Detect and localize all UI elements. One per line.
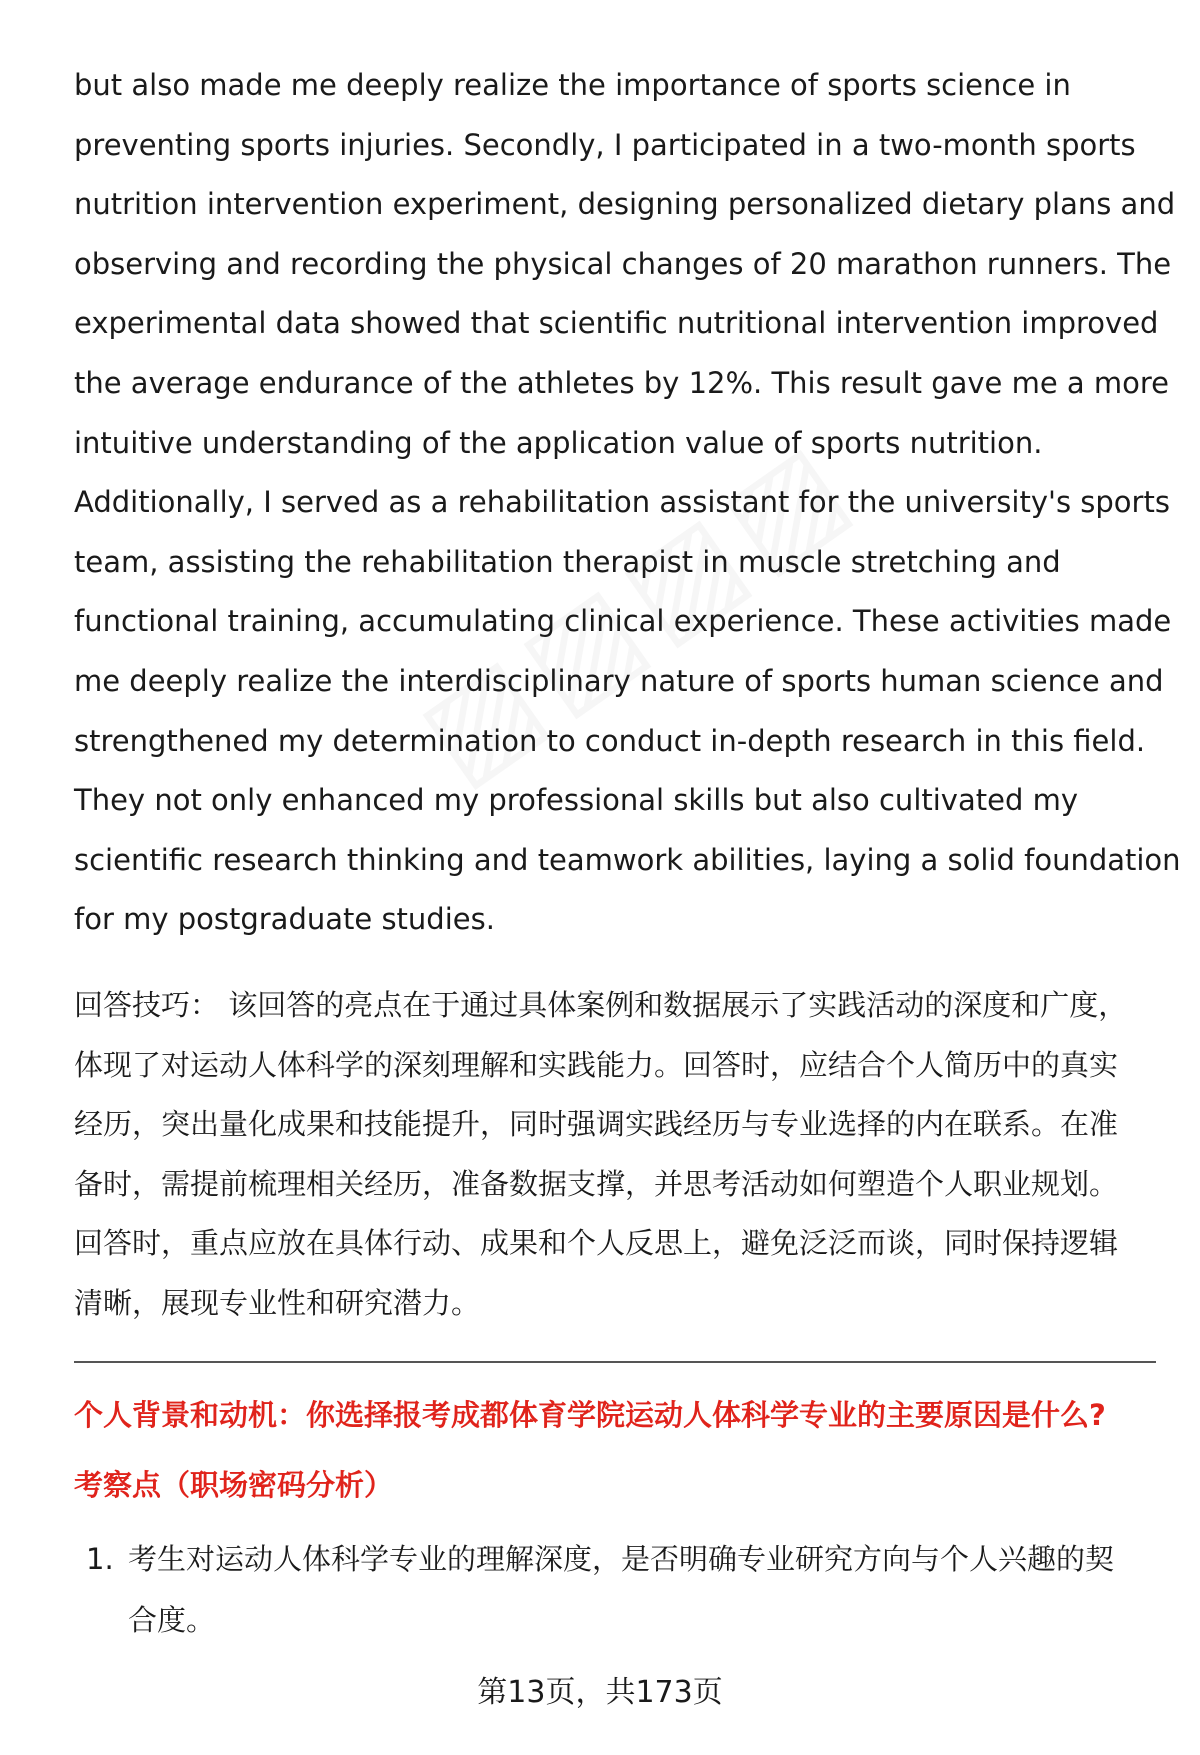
question-heading: 个人背景和动机：你选择报考成都体育学院运动人体科学专业的主要原因是什么? [74, 1398, 1106, 1433]
tip-line: 经历，突出量化成果和技能提升，同时强调实践经历与专业选择的内在联系。在准 [74, 1107, 1119, 1142]
paragraph-line: Additionally, I served as a rehabilitation assistant for the university's sports [74, 485, 1170, 520]
paragraph-line: team, assisting the rehabilitation therapist in muscle stretching and [74, 544, 1061, 579]
paragraph-line: scientific research thinking and teamwork abilities, laying a solid foundation [74, 842, 1181, 877]
paragraph-line: but also made me deeply realize the importance of sports science in [74, 68, 1071, 102]
list-item-line: 考生对运动人体科学专业的理解深度，是否明确专业研究方向与个人兴趣的契 [128, 1542, 1115, 1577]
body-paragraph [74, 56, 1181, 950]
section-divider [74, 1361, 1156, 1363]
paragraph-line: intuitive understanding of the application value of sports nutrition. [74, 425, 1043, 460]
tip-line: 体现了对运动人体科学的深刻理解和实践能力。回答时，应结合个人简历中的真实 [74, 1047, 1119, 1082]
assessment-list [74, 1529, 1154, 1651]
paragraph-line: me deeply realize the interdisciplinary nature of sports human science and [74, 663, 1164, 698]
paragraph-line: strengthened my determination to conduct in-depth research in this field. [74, 723, 1146, 758]
list-item-line: 合度。 [128, 1603, 216, 1638]
paragraph-line: observing and recording the physical changes of 20 marathon runners. The [74, 246, 1172, 281]
tip-line: 备时，需提前梳理相关经历，准备数据支撑，并思考活动如何塑造个人职业规划。 [74, 1166, 1119, 1201]
paragraph-line: They not only enhanced my professional skills but also cultivated my [74, 783, 1078, 818]
tip-line: 回答时，重点应放在具体行动、成果和个人反思上，避免泛泛而谈，同时保持逻辑 [74, 1226, 1119, 1261]
tip-line: 回答技巧： 该回答的亮点在于通过具体案例和数据展示了实践活动的深度和广度， [74, 987, 1128, 1022]
list-item [74, 1529, 1154, 1651]
page-content [74, 56, 1181, 1651]
paragraph-line: preventing sports injuries. Secondly, I participated in a two-month sports [74, 127, 1136, 162]
page-number-footer: 第13页，共173页 [477, 1675, 723, 1710]
section-title: 考察点（职场密码分析） [74, 1468, 394, 1503]
paragraph-line: experimental data showed that scientific nutritional intervention improved [74, 306, 1159, 341]
paragraph-line: for my postgraduate studies. [74, 902, 495, 937]
paragraph-line: nutrition intervention experiment, designing personalized dietary plans and [74, 187, 1176, 222]
paragraph-line: functional training, accumulating clinical experience. These activities made [74, 604, 1172, 639]
paragraph-line: the average endurance of the athletes by 12%. This result gave me a more [74, 365, 1170, 400]
answer-tip [74, 976, 1154, 1334]
tip-line: 清晰，展现专业性和研究潜力。 [74, 1285, 481, 1320]
list-item-number: 1. [86, 1542, 114, 1577]
